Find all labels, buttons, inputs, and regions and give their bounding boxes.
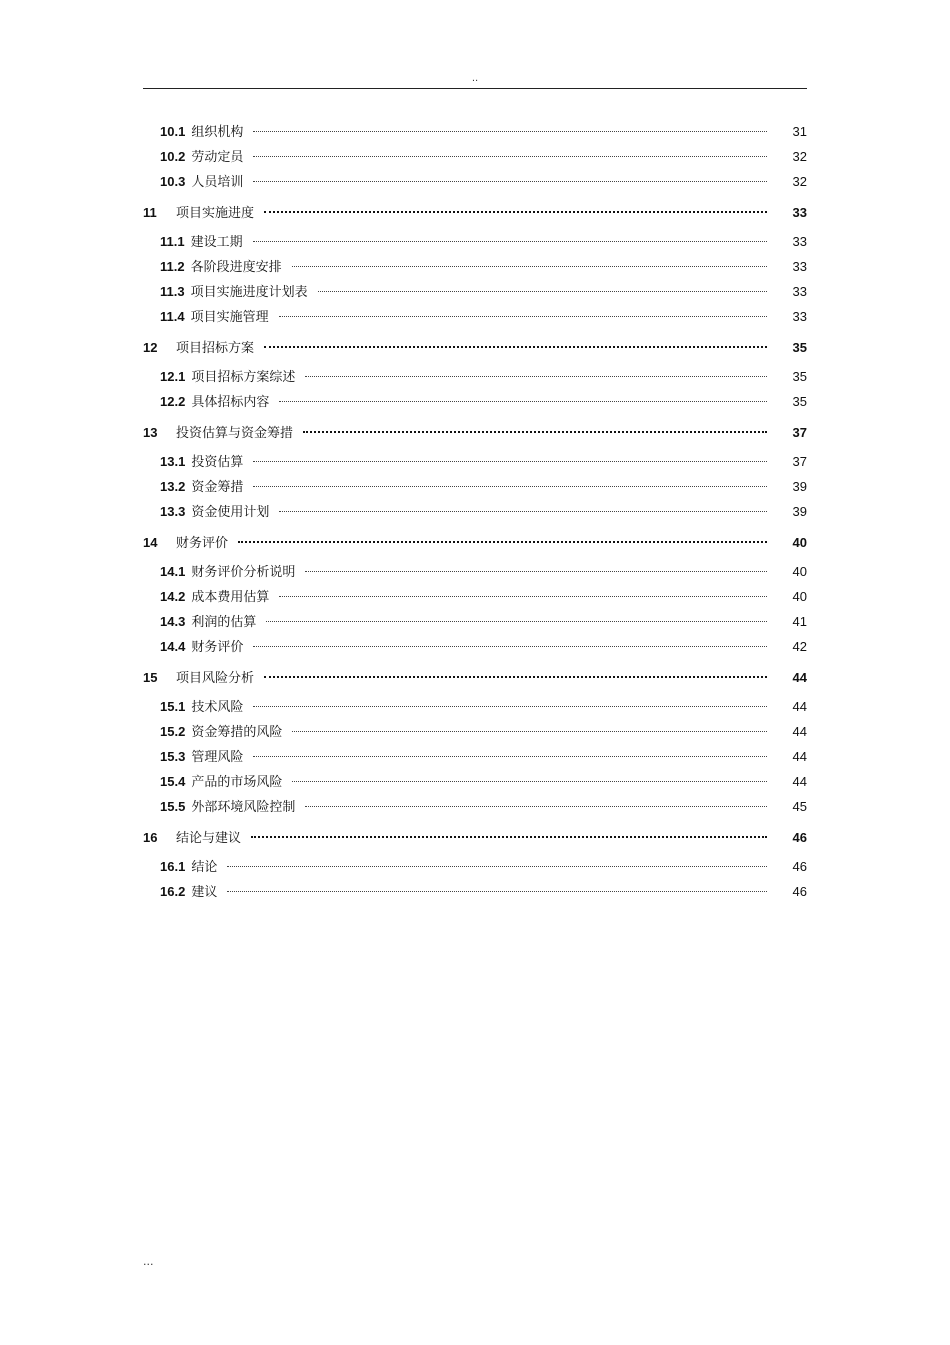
header-mark: ..	[471, 73, 479, 84]
toc-entry-title: 项目实施管理	[190, 310, 269, 325]
toc-entry-page: 44	[792, 774, 807, 789]
toc-entry-title: 产品的市场风险	[191, 775, 283, 790]
toc-entry-page: 33	[792, 284, 807, 299]
toc-dot-leader	[292, 265, 767, 267]
toc-entry-title: 资金筹措的风险	[191, 725, 283, 740]
toc-entry-number: 13.3	[160, 504, 186, 519]
toc-dot-leader	[227, 890, 767, 892]
toc-entry-title: 资金使用计划	[191, 505, 270, 520]
footer-mark: ...	[143, 1255, 154, 1268]
toc-entry-page: 33	[792, 205, 807, 220]
toc-entry-number: 12.1	[160, 369, 186, 384]
toc-entry-title: 各阶段进度安排	[190, 260, 282, 275]
toc-section-entry[interactable]	[143, 879, 807, 904]
toc-entry-number: 11	[143, 205, 157, 220]
toc-entry-title: 成本费用估算	[191, 590, 270, 605]
toc-entry-number: 11.2	[160, 259, 185, 274]
toc-chapter-entry[interactable]	[143, 419, 807, 446]
toc-entry-page: 46	[792, 859, 807, 874]
toc-entry-number: 13.1	[160, 454, 186, 469]
toc-entry-title: 组织机构	[191, 125, 244, 140]
toc-entry-page: 44	[792, 670, 807, 685]
toc-entry-page: 40	[792, 535, 807, 550]
toc-entry-number: 16.2	[160, 884, 186, 899]
toc-entry-title: 技术风险	[191, 700, 244, 715]
toc-entry-page: 45	[792, 799, 807, 814]
toc-entry-title: 劳动定员	[191, 150, 244, 165]
toc-entry-page: 33	[792, 259, 807, 274]
toc-dot-leader	[305, 805, 767, 807]
toc-section-entry[interactable]	[143, 254, 807, 279]
toc-dot-leader	[303, 430, 767, 433]
toc-entry-page: 40	[792, 589, 807, 604]
toc-entry-title: 结论	[191, 860, 218, 875]
toc-section-entry[interactable]	[143, 279, 807, 304]
toc-section-entry[interactable]	[143, 499, 807, 524]
toc-dot-leader	[253, 755, 767, 757]
toc-dot-leader	[253, 485, 767, 487]
toc-entry-page: 44	[792, 749, 807, 764]
toc-entry-title: 利润的估算	[191, 615, 257, 630]
toc-entry-title: 财务评价分析说明	[191, 565, 296, 580]
toc-entry-page: 31	[792, 124, 807, 139]
toc-section-entry[interactable]	[143, 769, 807, 794]
toc-section-entry[interactable]	[143, 634, 807, 659]
toc-entry-number: 15.2	[160, 724, 186, 739]
toc-section-entry[interactable]	[143, 364, 807, 389]
toc-entry-title: 项目招标方案	[176, 341, 255, 356]
toc-entry-page: 42	[792, 639, 807, 654]
toc-entry-page: 39	[792, 479, 807, 494]
toc-section-entry[interactable]	[143, 609, 807, 634]
toc-entry-page: 46	[792, 830, 807, 845]
toc-entry-title: 管理风险	[191, 750, 244, 765]
toc-entry-number: 14.4	[160, 639, 186, 654]
toc-entry-title: 建议	[191, 885, 218, 900]
toc-section-entry[interactable]	[143, 559, 807, 584]
toc-entry-number: 15.1	[160, 699, 186, 714]
toc-entry-title: 资金筹措	[191, 480, 244, 495]
toc-entry-title: 项目招标方案综述	[191, 370, 296, 385]
toc-dot-leader	[279, 510, 767, 512]
toc-entry-page: 32	[792, 149, 807, 164]
toc-dot-leader	[266, 620, 767, 622]
toc-entry-title: 财务评价	[191, 640, 244, 655]
toc-section-entry[interactable]	[143, 474, 807, 499]
toc-entry-title: 财务评价	[176, 536, 229, 551]
toc-dot-leader	[318, 290, 767, 292]
toc-entry-page: 33	[792, 309, 807, 324]
toc-dot-leader	[305, 570, 767, 572]
toc-entry-number: 16.1	[160, 859, 186, 874]
toc-section-entry[interactable]	[143, 229, 807, 254]
toc-section-entry[interactable]	[143, 794, 807, 819]
toc-entry-number: 16	[143, 830, 158, 845]
toc-chapter-entry[interactable]	[143, 334, 807, 361]
toc-entry-page: 39	[792, 504, 807, 519]
toc-dot-leader	[253, 645, 767, 647]
toc-entry-number: 11.3	[160, 284, 185, 299]
toc-entry-number: 14.3	[160, 614, 186, 629]
toc-section-entry[interactable]	[143, 719, 807, 744]
toc-chapter-entry[interactable]	[143, 824, 807, 851]
toc-section-entry[interactable]	[143, 304, 807, 329]
toc-section-entry[interactable]	[143, 119, 807, 144]
toc-entry-page: 37	[792, 454, 807, 469]
toc-entry-page: 35	[792, 394, 807, 409]
toc-entry-title: 投资估算	[191, 455, 244, 470]
toc-entry-number: 14.1	[160, 564, 186, 579]
toc-entry-number: 11.1	[160, 234, 185, 249]
toc-dot-leader	[253, 155, 767, 157]
toc-dot-leader	[253, 240, 767, 242]
toc-entry-title: 具体招标内容	[191, 395, 270, 410]
toc-entry-number: 15.5	[160, 799, 186, 814]
toc-entry-page: 44	[792, 699, 807, 714]
toc-dot-leader	[279, 315, 767, 317]
toc-entry-number: 12.2	[160, 394, 186, 409]
toc-dot-leader	[264, 345, 767, 348]
toc-entry-number: 11.4	[160, 309, 185, 324]
toc-entry-page: 35	[792, 369, 807, 384]
toc-dot-leader	[253, 705, 767, 707]
toc-dot-leader	[227, 865, 767, 867]
toc-entry-title: 项目风险分析	[176, 671, 255, 686]
toc-entry-title: 项目实施进度	[176, 206, 255, 221]
toc-entry-number: 13.2	[160, 479, 186, 494]
toc-entry-number: 14	[143, 535, 158, 550]
toc-dot-leader	[253, 130, 767, 132]
toc-section-entry[interactable]	[143, 744, 807, 769]
toc-dot-leader	[264, 210, 767, 213]
toc-section-entry[interactable]	[143, 144, 807, 169]
toc-section-entry[interactable]	[143, 854, 807, 879]
toc-entry-page: 46	[792, 884, 807, 899]
toc-entry-number: 10.1	[160, 124, 186, 139]
toc-entry-title: 投资估算与资金筹措	[176, 426, 294, 441]
toc-entry-number: 13	[143, 425, 158, 440]
toc-chapter-entry[interactable]	[143, 529, 807, 556]
toc-entry-number: 10.2	[160, 149, 186, 164]
toc-dot-leader	[253, 180, 767, 182]
toc-entry-number: 15.3	[160, 749, 186, 764]
toc-entry-page: 32	[792, 174, 807, 189]
toc-entry-number: 14.2	[160, 589, 186, 604]
toc-entry-page: 44	[792, 724, 807, 739]
toc-entry-page: 35	[792, 340, 807, 355]
toc-dot-leader	[251, 835, 767, 838]
toc-entry-title: 人员培训	[191, 175, 244, 190]
toc-dot-leader	[305, 375, 767, 377]
header-rule	[143, 88, 807, 89]
toc-dot-leader	[238, 540, 767, 543]
table-of-contents	[143, 119, 807, 904]
toc-section-entry[interactable]	[143, 389, 807, 414]
toc-entry-number: 12	[143, 340, 158, 355]
toc-section-entry[interactable]	[143, 584, 807, 609]
toc-entry-page: 40	[792, 564, 807, 579]
toc-entry-number: 15	[143, 670, 158, 685]
toc-section-entry[interactable]	[143, 449, 807, 474]
toc-entry-title: 结论与建议	[176, 831, 242, 846]
toc-dot-leader	[264, 675, 767, 678]
toc-entry-title: 项目实施进度计划表	[190, 285, 308, 300]
toc-entry-number: 15.4	[160, 774, 186, 789]
toc-dot-leader	[292, 730, 767, 732]
toc-chapter-entry[interactable]	[143, 664, 807, 691]
toc-entry-title: 外部环境风险控制	[191, 800, 296, 815]
toc-chapter-entry[interactable]	[143, 199, 807, 226]
toc-section-entry[interactable]	[143, 694, 807, 719]
toc-dot-leader	[279, 400, 767, 402]
toc-section-entry[interactable]	[143, 169, 807, 194]
toc-entry-page: 37	[792, 425, 807, 440]
toc-dot-leader	[292, 780, 767, 782]
toc-entry-page: 41	[792, 614, 807, 629]
toc-entry-number: 10.3	[160, 174, 186, 189]
toc-entry-title: 建设工期	[190, 235, 243, 250]
toc-entry-page: 33	[792, 234, 807, 249]
toc-dot-leader	[279, 595, 767, 597]
toc-dot-leader	[253, 460, 767, 462]
